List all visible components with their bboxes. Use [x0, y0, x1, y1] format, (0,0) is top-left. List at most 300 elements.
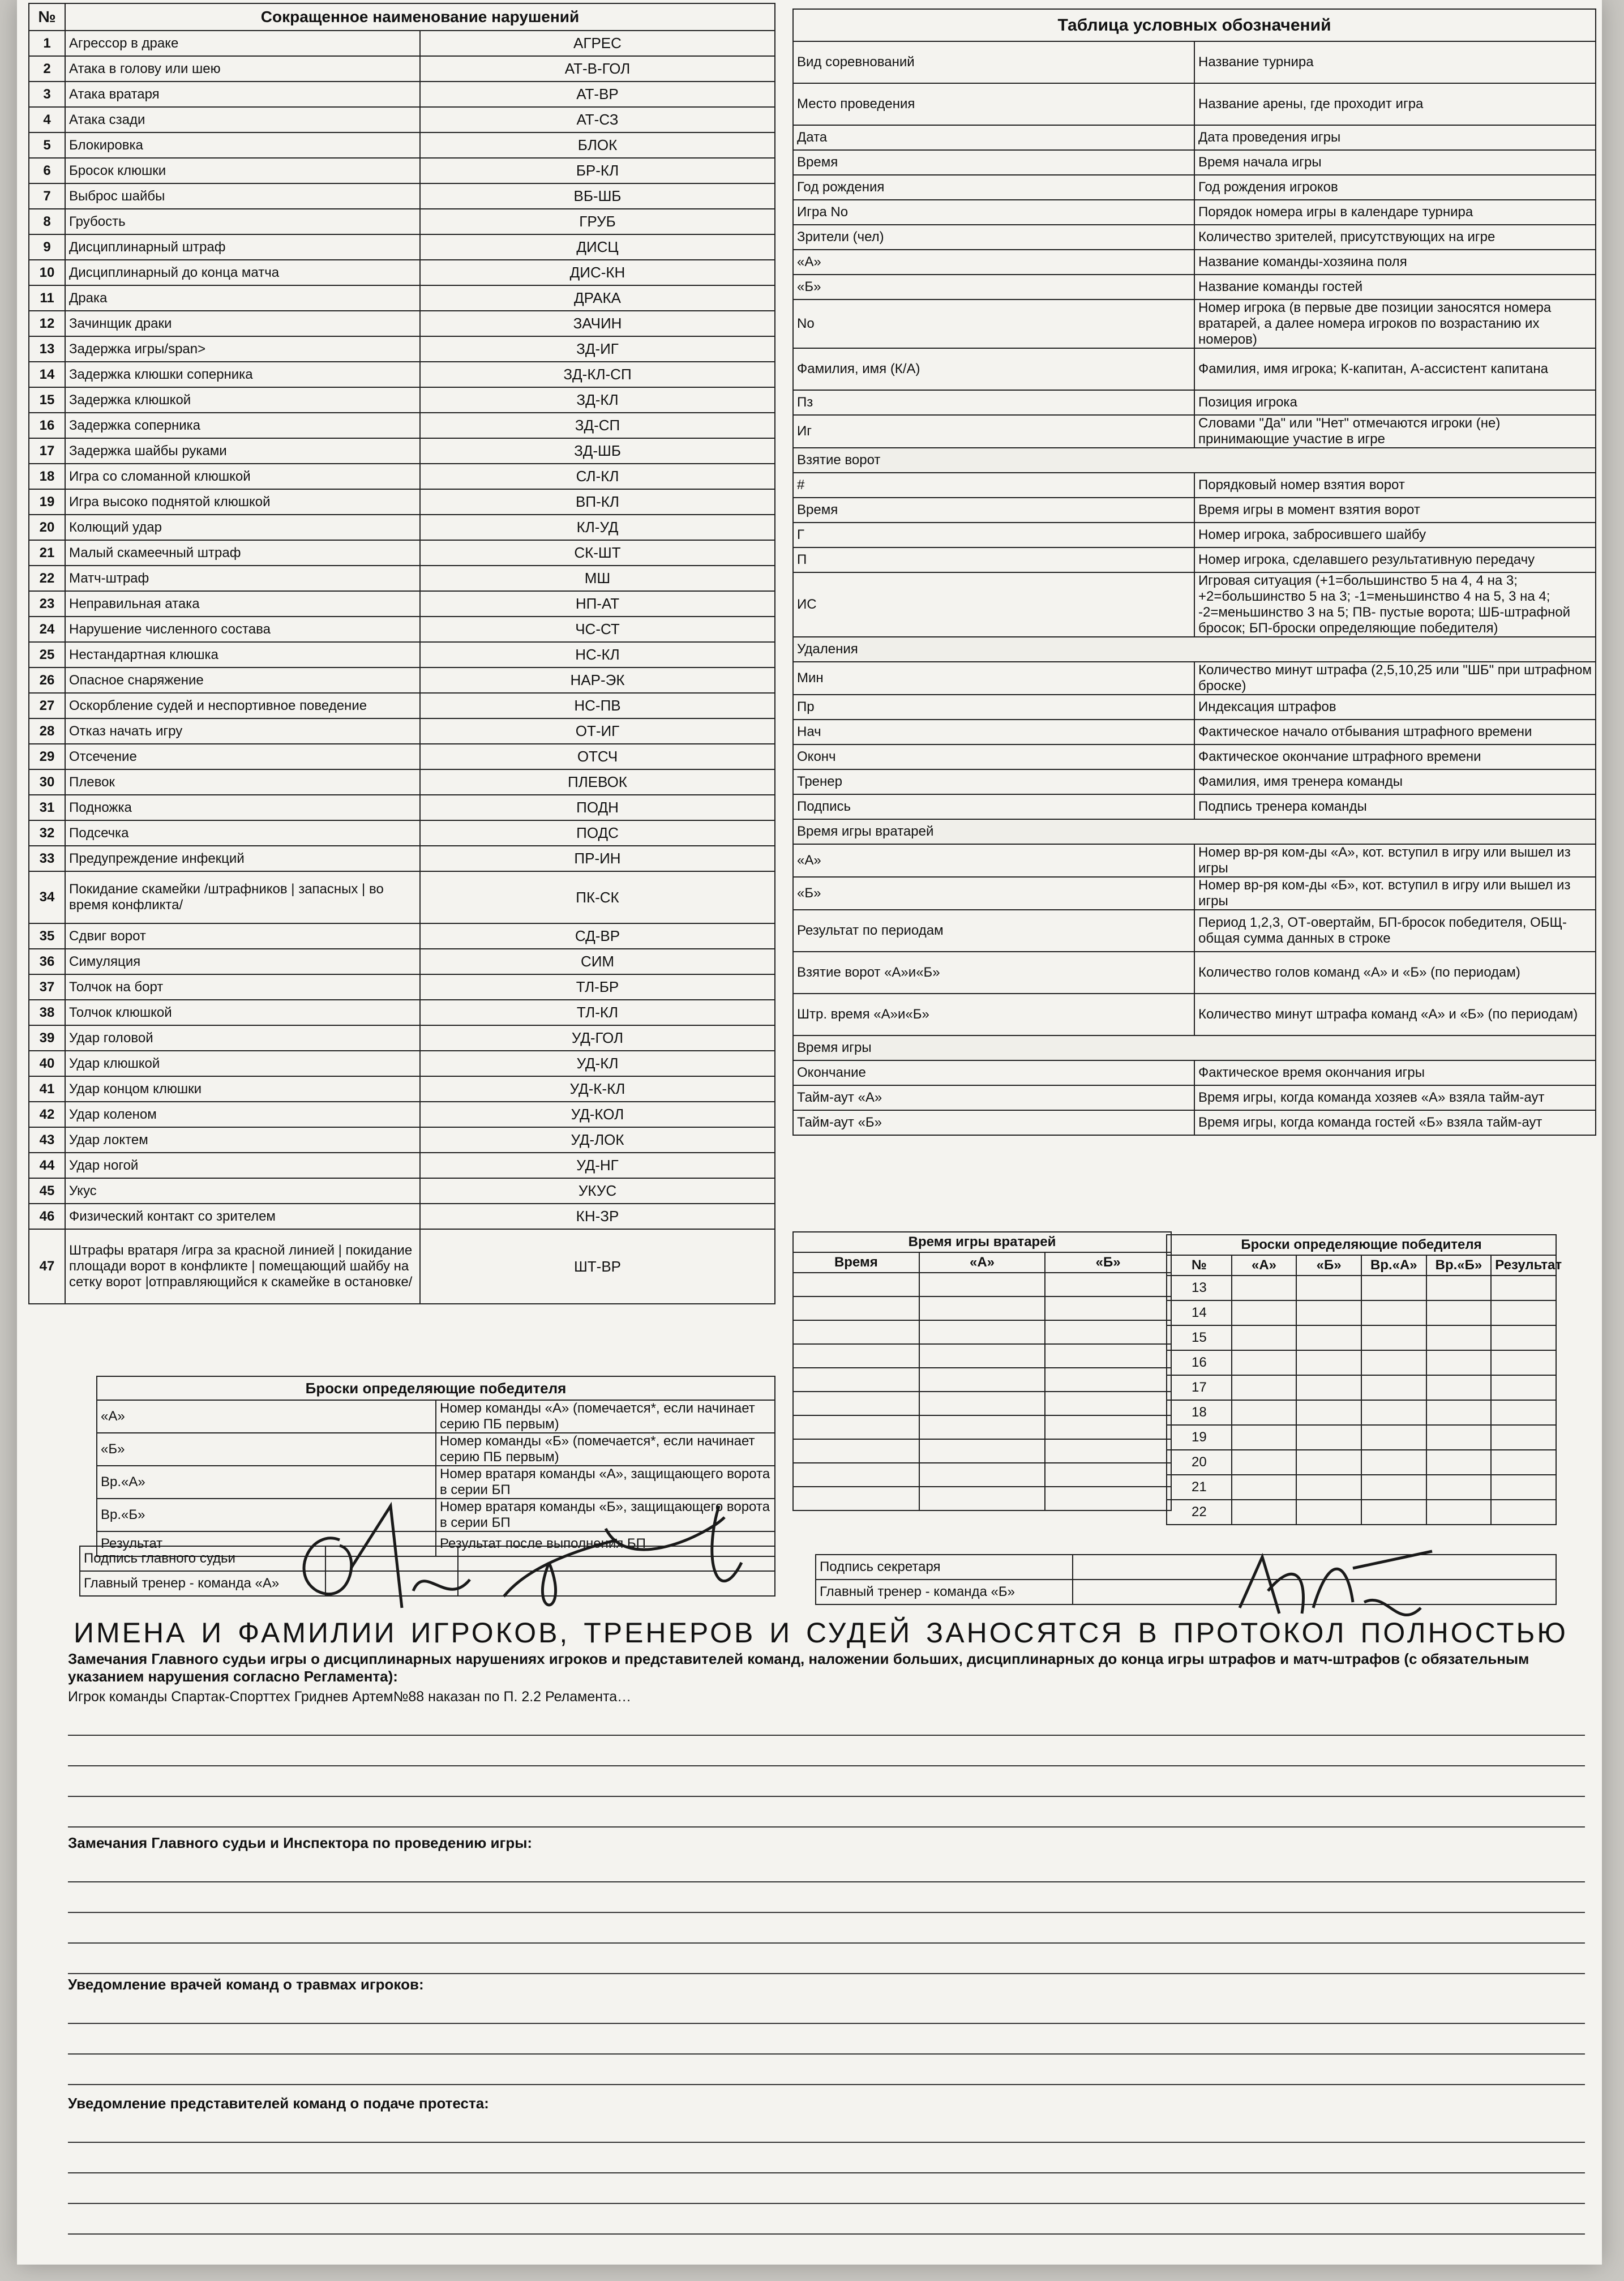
goalie-time-row: [793, 1392, 1171, 1415]
violation-number: 46: [29, 1204, 65, 1229]
legend-value: Фамилия, имя тренера команды: [1194, 769, 1596, 794]
violation-name: Покидание скамейки /штрафников | запасных | во время конфликта/: [65, 871, 420, 923]
legend-row: [793, 952, 1596, 994]
legend-key: Штр. время «А»и«Б»: [793, 994, 1194, 1035]
violations-table: [28, 3, 775, 1304]
shootout-legend-key: «Б»: [97, 1433, 436, 1466]
violation-number: 42: [29, 1102, 65, 1127]
goalie-time-cell[interactable]: [793, 1415, 919, 1439]
violation-name: Удар коленом: [65, 1102, 420, 1127]
shootout-row-number: 14: [1167, 1300, 1232, 1325]
legend-value: Словами "Да" или "Нет" отмечаются игроки (не) принимающие участие в игре: [1194, 415, 1596, 448]
violation-code: ОТСЧ: [420, 744, 775, 769]
shootout-cell[interactable]: [1426, 1425, 1492, 1450]
violation-code: ТЛ-КЛ: [420, 1000, 775, 1025]
shootout-cell[interactable]: [1296, 1500, 1361, 1525]
violation-row: [29, 1127, 775, 1153]
shootout-cell[interactable]: [1361, 1375, 1426, 1400]
shootout-col-header: №: [1167, 1255, 1232, 1276]
legend-row: [793, 877, 1596, 910]
violation-name: Дисциплинарный до конца матча: [65, 260, 420, 285]
goalie-time-cell[interactable]: [793, 1487, 919, 1510]
violation-code: ДИСЦ: [420, 234, 775, 260]
shootout-grid-table: [1166, 1234, 1562, 1525]
shootout-col-header: «А»: [1232, 1255, 1297, 1276]
legend-value: Игровая ситуация (+1=большинство 5 на 4, 4 на 3; +2=большинство 5 на 3; -1=меньшинство 4 на 5, 3 на 4; -2=меньшинство 3 на 5; ПВ- пустые ворота; ШБ-штрафной бросок; БП-броски определяющие победителя): [1194, 572, 1596, 637]
violation-code: ПОДН: [420, 795, 775, 820]
goalie-time-cell[interactable]: [1045, 1463, 1171, 1487]
violation-number: 8: [29, 209, 65, 234]
shootout-cell[interactable]: [1296, 1475, 1361, 1500]
violation-row: [29, 795, 775, 820]
violation-number: 29: [29, 744, 65, 769]
legend-key: ИС: [793, 572, 1194, 637]
shootout-cell[interactable]: [1491, 1350, 1556, 1375]
violation-code: АТ-ВР: [420, 82, 775, 107]
legend-value: Количество зрителей, присутствующих на игре: [1194, 225, 1596, 250]
violation-number: 4: [29, 107, 65, 132]
shootout-cell[interactable]: [1361, 1325, 1426, 1350]
violation-row: [29, 617, 775, 642]
violation-row: [29, 209, 775, 234]
sign-coach-b-label: Главный тренер - команда «Б»: [816, 1580, 1073, 1604]
violation-name: Симуляция: [65, 949, 420, 974]
legend-key: No: [793, 299, 1194, 348]
shootout-cell[interactable]: [1296, 1350, 1361, 1375]
legend-value: Название команды-хозяина поля: [1194, 250, 1596, 275]
violation-row: [29, 82, 775, 107]
violation-number: 16: [29, 413, 65, 438]
goalie-time-cell[interactable]: [919, 1320, 1045, 1344]
shootout-cell[interactable]: [1296, 1300, 1361, 1325]
goalie-time-row: [793, 1487, 1171, 1510]
legend-row: [793, 910, 1596, 952]
shootout-cell[interactable]: [1426, 1300, 1492, 1325]
goalie-time-cell[interactable]: [1045, 1344, 1171, 1368]
shootout-legend-key: Вр.«А»: [97, 1466, 436, 1499]
violation-name: Опасное снаряжение: [65, 667, 420, 693]
goalie-col-time: Время: [793, 1252, 919, 1273]
violation-row: [29, 311, 775, 336]
violation-row: [29, 336, 775, 362]
violation-code: ПК-СК: [420, 871, 775, 923]
shootout-legend-title: Броски определяющие победителя: [97, 1376, 775, 1400]
violation-name: Удар головой: [65, 1025, 420, 1051]
remarks-game-title: Замечания Главного судьи и Инспектора по проведению игры:: [68, 1834, 533, 1851]
violation-code: УД-КОЛ: [420, 1102, 775, 1127]
violation-name: Игра со сломанной клюшкой: [65, 464, 420, 489]
legend-row: [793, 41, 1596, 83]
violation-row: [29, 438, 775, 464]
remarks-injuries: [68, 1976, 1585, 2085]
violation-number: 38: [29, 1000, 65, 1025]
legend-key: Пр: [793, 695, 1194, 720]
legend-row: [793, 275, 1596, 299]
shootout-cell[interactable]: [1232, 1425, 1297, 1450]
goalie-time-cell[interactable]: [1045, 1273, 1171, 1296]
shootout-row: [1167, 1475, 1556, 1500]
shootout-cell[interactable]: [1232, 1500, 1297, 1525]
violation-number: 39: [29, 1025, 65, 1051]
shootout-legend-row: [97, 1433, 775, 1466]
violation-row: [29, 1178, 775, 1204]
violation-row: [29, 107, 775, 132]
violation-code: УД-ЛОК: [420, 1127, 775, 1153]
violation-row: [29, 846, 775, 871]
goalie-time-cell[interactable]: [793, 1392, 919, 1415]
legend-row: [793, 637, 1596, 662]
shootout-col-header: «Б»: [1296, 1255, 1361, 1276]
violation-row: [29, 158, 775, 183]
violation-number: 7: [29, 183, 65, 209]
legend-value: Время игры, когда команда гостей «Б» взяла тайм-аут: [1194, 1110, 1596, 1135]
violation-name: Оскорбление судей и неспортивное поведение: [65, 693, 420, 718]
violation-number: 3: [29, 82, 65, 107]
violation-code: КЛ-УД: [420, 515, 775, 540]
violation-row: [29, 464, 775, 489]
shootout-legend-key: Результат: [97, 1531, 436, 1556]
violations-num-header: №: [29, 3, 65, 31]
legend-key: Мин: [793, 662, 1194, 695]
legend-value: Фамилия, имя игрока; К-капитан, А-ассистент капитана: [1194, 348, 1596, 390]
violation-number: 43: [29, 1127, 65, 1153]
violation-number: 11: [29, 285, 65, 311]
shootout-cell[interactable]: [1232, 1300, 1297, 1325]
shootout-cell[interactable]: [1296, 1400, 1361, 1425]
violation-row: [29, 1076, 775, 1102]
violation-name: Отсечение: [65, 744, 420, 769]
violation-code: ЗД-СП: [420, 413, 775, 438]
goalie-time-cell[interactable]: [919, 1344, 1045, 1368]
legend-row: [793, 769, 1596, 794]
goalie-time-row: [793, 1368, 1171, 1392]
violation-row: [29, 489, 775, 515]
violation-code: СИМ: [420, 949, 775, 974]
shootout-cell[interactable]: [1361, 1500, 1426, 1525]
headline-word: И: [769, 1617, 792, 1649]
remarks-protest-title: Уведомление представителей команд о подаче протеста:: [68, 2095, 489, 2112]
violation-name: Задержка клюшкой: [65, 387, 420, 413]
shootout-row-number: 16: [1167, 1350, 1232, 1375]
goalie-time-cell[interactable]: [793, 1368, 919, 1392]
violation-number: 20: [29, 515, 65, 540]
legend-row: [793, 415, 1596, 448]
legend-value: Название команды гостей: [1194, 275, 1596, 299]
legend-row: [793, 572, 1596, 637]
violation-name: Зачинщик драки: [65, 311, 420, 336]
legend-key: Г: [793, 523, 1194, 547]
violation-code: АТ-СЗ: [420, 107, 775, 132]
shootout-cell[interactable]: [1361, 1450, 1426, 1475]
goalie-time-cell[interactable]: [793, 1463, 919, 1487]
violation-code: ОТ-ИГ: [420, 718, 775, 744]
violation-name: Толчок клюшкой: [65, 1000, 420, 1025]
goalie-time-cell[interactable]: [919, 1487, 1045, 1510]
violation-number: 30: [29, 769, 65, 795]
remarks-discipline-title: Замечания Главного судьи игры о дисциплинарных нарушениях игроков и представителей команд, наложении больших, дисциплинарных до конца игры штрафов и матч-штрафов (с обязательным указанием нарушения согласно Регламента):: [68, 1650, 1529, 1685]
violation-row: [29, 871, 775, 923]
shootout-row-number: 13: [1167, 1276, 1232, 1300]
violation-number: 36: [29, 949, 65, 974]
shootout-cell[interactable]: [1296, 1325, 1361, 1350]
violation-number: 26: [29, 667, 65, 693]
shootout-cell[interactable]: [1296, 1450, 1361, 1475]
shootout-cell[interactable]: [1232, 1350, 1297, 1375]
violation-code: ЗД-КЛ: [420, 387, 775, 413]
shootout-cell[interactable]: [1426, 1350, 1492, 1375]
goalie-time-cell[interactable]: [919, 1296, 1045, 1320]
violation-name: Агрессор в драке: [65, 31, 420, 56]
legend-value: Подпись тренера команды: [1194, 794, 1596, 819]
violation-name: Плевок: [65, 769, 420, 795]
goalie-time-cell[interactable]: [919, 1439, 1045, 1463]
legend-row: [793, 994, 1596, 1035]
goalie-time-cell[interactable]: [793, 1320, 919, 1344]
legend-row: [793, 200, 1596, 225]
violation-row: [29, 566, 775, 591]
legend-row: [793, 695, 1596, 720]
violation-code: НП-АТ: [420, 591, 775, 617]
violation-row: [29, 132, 775, 158]
goalie-time-cell[interactable]: [793, 1273, 919, 1296]
shootout-cell[interactable]: [1426, 1375, 1492, 1400]
legend-row: [793, 448, 1596, 473]
remarks-game-conduct: [68, 1834, 1585, 1974]
legend-row: [793, 662, 1596, 695]
legend-value: Количество минут штрафа команд «А» и «Б» (по периодам): [1194, 994, 1596, 1035]
shootout-cell[interactable]: [1232, 1375, 1297, 1400]
violation-code: ЗД-КЛ-СП: [420, 362, 775, 387]
violation-number: 23: [29, 591, 65, 617]
shootout-cell[interactable]: [1296, 1375, 1361, 1400]
violation-name: Колющий удар: [65, 515, 420, 540]
legend-row: [793, 498, 1596, 523]
legend-value: Дата проведения игры: [1194, 125, 1596, 150]
violation-row: [29, 923, 775, 949]
shootout-row-number: 21: [1167, 1475, 1232, 1500]
legend-key: Тренер: [793, 769, 1194, 794]
legend-value: Название турнира: [1194, 41, 1596, 83]
sign-secretary-label: Подпись секретаря: [816, 1555, 1073, 1580]
goalie-time-cell[interactable]: [1045, 1415, 1171, 1439]
legend-key: Время: [793, 498, 1194, 523]
violation-number: 35: [29, 923, 65, 949]
goalie-time-cell[interactable]: [793, 1344, 919, 1368]
violation-code: БР-КЛ: [420, 158, 775, 183]
headline-word: ПОЛНОСТЬЮ: [1360, 1617, 1568, 1649]
shootout-cell[interactable]: [1426, 1400, 1492, 1425]
shootout-cell[interactable]: [1296, 1276, 1361, 1300]
legend-value: Фактическое время окончания игры: [1194, 1060, 1596, 1085]
legend-key: Дата: [793, 125, 1194, 150]
shootout-legend-value: Результат после выполнения БП: [436, 1531, 775, 1556]
shootout-row-number: 15: [1167, 1325, 1232, 1350]
violation-code: СЛ-КЛ: [420, 464, 775, 489]
legend-row: [793, 794, 1596, 819]
violation-name: Бросок клюшки: [65, 158, 420, 183]
shootout-cell[interactable]: [1361, 1350, 1426, 1375]
legend-title: Таблица условных обозначений: [793, 9, 1596, 41]
violation-name: Задержка клюшки соперника: [65, 362, 420, 387]
legend-key: П: [793, 547, 1194, 572]
violation-number: 31: [29, 795, 65, 820]
violation-row: [29, 974, 775, 1000]
shootout-legend-row: [97, 1466, 775, 1499]
goalie-time-cell[interactable]: [793, 1439, 919, 1463]
goalie-time-title: Время игры вратарей: [793, 1232, 1171, 1252]
legend-value: Позиция игрока: [1194, 390, 1596, 415]
shootout-cell[interactable]: [1491, 1400, 1556, 1425]
shootout-cell[interactable]: [1232, 1475, 1297, 1500]
goalie-time-cell[interactable]: [919, 1463, 1045, 1487]
goalie-col-a: «А»: [919, 1252, 1045, 1273]
shootout-cell[interactable]: [1426, 1450, 1492, 1475]
violation-number: 5: [29, 132, 65, 158]
headline-word: ЗАНОСЯТСЯ: [926, 1617, 1124, 1649]
goalie-time-cell[interactable]: [1045, 1320, 1171, 1344]
legend-row: [793, 744, 1596, 769]
headline-full-names: [74, 1616, 1568, 1649]
shootout-legend-value: Номер команды «Б» (помечается*, если начинает серию ПБ первым): [436, 1433, 775, 1466]
shootout-row: [1167, 1375, 1556, 1400]
shootout-cell[interactable]: [1491, 1300, 1556, 1325]
shootout-cell[interactable]: [1491, 1325, 1556, 1350]
shootout-cell[interactable]: [1491, 1450, 1556, 1475]
shootout-cell[interactable]: [1491, 1425, 1556, 1450]
violation-code: МШ: [420, 566, 775, 591]
shootout-legend-value: Номер вратаря команды «Б», защищающего ворота в серии БП: [436, 1499, 775, 1531]
shootout-cell[interactable]: [1361, 1300, 1426, 1325]
legend-section-title: Взятие ворот: [793, 448, 1596, 473]
goalie-time-cell[interactable]: [919, 1392, 1045, 1415]
legend-value: Номер вр-ря ком-ды «Б», кот. вступил в игру или вышел из игры: [1194, 877, 1596, 910]
violation-number: 24: [29, 617, 65, 642]
goalie-col-b: «Б»: [1045, 1252, 1171, 1273]
shootout-row: [1167, 1276, 1556, 1300]
violation-code: АТ-В-ГОЛ: [420, 56, 775, 82]
violation-code: ЧС-СТ: [420, 617, 775, 642]
legend-value: Номер игрока, забросившего шайбу: [1194, 523, 1596, 547]
legend-row: [793, 175, 1596, 200]
shootout-cell[interactable]: [1232, 1450, 1297, 1475]
violation-code: НАР-ЭК: [420, 667, 775, 693]
legend-key: «А»: [793, 250, 1194, 275]
violation-number: 1: [29, 31, 65, 56]
legend-key: #: [793, 473, 1194, 498]
goalie-time-cell[interactable]: [1045, 1368, 1171, 1392]
goalie-time-cell[interactable]: [1045, 1439, 1171, 1463]
legend-key: Результат по периодам: [793, 910, 1194, 952]
goalie-time-row: [793, 1439, 1171, 1463]
violation-number: 12: [29, 311, 65, 336]
violation-name: Задержка игры/span>: [65, 336, 420, 362]
violation-row: [29, 1051, 775, 1076]
violation-number: 9: [29, 234, 65, 260]
violation-row: [29, 183, 775, 209]
legend-key: Иг: [793, 415, 1194, 448]
violation-code: ДРАКА: [420, 285, 775, 311]
legend-key: Тайм-аут «Б»: [793, 1110, 1194, 1135]
shootout-row: [1167, 1400, 1556, 1425]
goalie-time-row: [793, 1320, 1171, 1344]
signature-scribbles-left: [255, 1495, 764, 1630]
shootout-cell[interactable]: [1361, 1400, 1426, 1425]
shootout-cell[interactable]: [1232, 1276, 1297, 1300]
goalie-time-cell[interactable]: [919, 1273, 1045, 1296]
legend-row: [793, 547, 1596, 572]
violation-row: [29, 387, 775, 413]
violation-code: НС-ПВ: [420, 693, 775, 718]
remarks-protest: [68, 2095, 1585, 2235]
violation-name: Дисциплинарный штраф: [65, 234, 420, 260]
shootout-cell[interactable]: [1361, 1475, 1426, 1500]
legend-section-title: Время игры: [793, 1035, 1596, 1060]
shootout-cell[interactable]: [1491, 1375, 1556, 1400]
legend-section-title: Удаления: [793, 637, 1596, 662]
violation-code: УД-К-КЛ: [420, 1076, 775, 1102]
goalie-time-cell[interactable]: [793, 1296, 919, 1320]
goalie-time-cell[interactable]: [919, 1368, 1045, 1392]
violations-header-row: [29, 3, 775, 31]
legend-key: Место проведения: [793, 83, 1194, 125]
goalie-time-cell[interactable]: [1045, 1392, 1171, 1415]
sign-coach-a-label: Главный тренер - команда «А»: [80, 1571, 325, 1596]
shootout-cell[interactable]: [1296, 1425, 1361, 1450]
goalie-time-row: [793, 1415, 1171, 1439]
violation-name: Сдвиг ворот: [65, 923, 420, 949]
violation-number: 44: [29, 1153, 65, 1178]
legend-value: Количество минут штрафа (2,5,10,25 или "ШБ" при штрафном броске): [1194, 662, 1596, 695]
violation-code: СК-ШТ: [420, 540, 775, 566]
shootout-cell[interactable]: [1491, 1475, 1556, 1500]
violation-name: Отказ начать игру: [65, 718, 420, 744]
legend-value: Фактическое начало отбывания штрафного времени: [1194, 720, 1596, 744]
legend-row: [793, 348, 1596, 390]
shootout-cell[interactable]: [1491, 1276, 1556, 1300]
shootout-cell[interactable]: [1361, 1276, 1426, 1300]
goalie-time-cell[interactable]: [1045, 1487, 1171, 1510]
protocol-page: [17, 0, 1602, 2265]
goalie-time-cell[interactable]: [1045, 1296, 1171, 1320]
shootout-row-number: 18: [1167, 1400, 1232, 1425]
shootout-col-header: Вр.«Б»: [1426, 1255, 1492, 1276]
violation-row: [29, 744, 775, 769]
shootout-legend-key: Вр.«Б»: [97, 1499, 436, 1531]
shootout-cell[interactable]: [1232, 1325, 1297, 1350]
violation-row: [29, 693, 775, 718]
violation-row: [29, 260, 775, 285]
shootout-cell[interactable]: [1426, 1276, 1492, 1300]
violation-number: 17: [29, 438, 65, 464]
legend-key: Зрители (чел): [793, 225, 1194, 250]
violation-row: [29, 1153, 775, 1178]
legend-value: Количество голов команд «А» и «Б» (по периодам): [1194, 952, 1596, 994]
shootout-cell[interactable]: [1426, 1500, 1492, 1525]
shootout-cell[interactable]: [1232, 1400, 1297, 1425]
violation-number: 2: [29, 56, 65, 82]
violation-number: 21: [29, 540, 65, 566]
violation-code: ШТ-ВР: [420, 1229, 775, 1304]
shootout-cell[interactable]: [1426, 1475, 1492, 1500]
legend-value: Год рождения игроков: [1194, 175, 1596, 200]
shootout-cell[interactable]: [1491, 1500, 1556, 1525]
shootout-cell[interactable]: [1361, 1425, 1426, 1450]
violation-code: ТЛ-БР: [420, 974, 775, 1000]
violation-row: [29, 1229, 775, 1304]
shootout-cell[interactable]: [1426, 1325, 1492, 1350]
violation-row: [29, 769, 775, 795]
goalie-time-cell[interactable]: [919, 1415, 1045, 1439]
